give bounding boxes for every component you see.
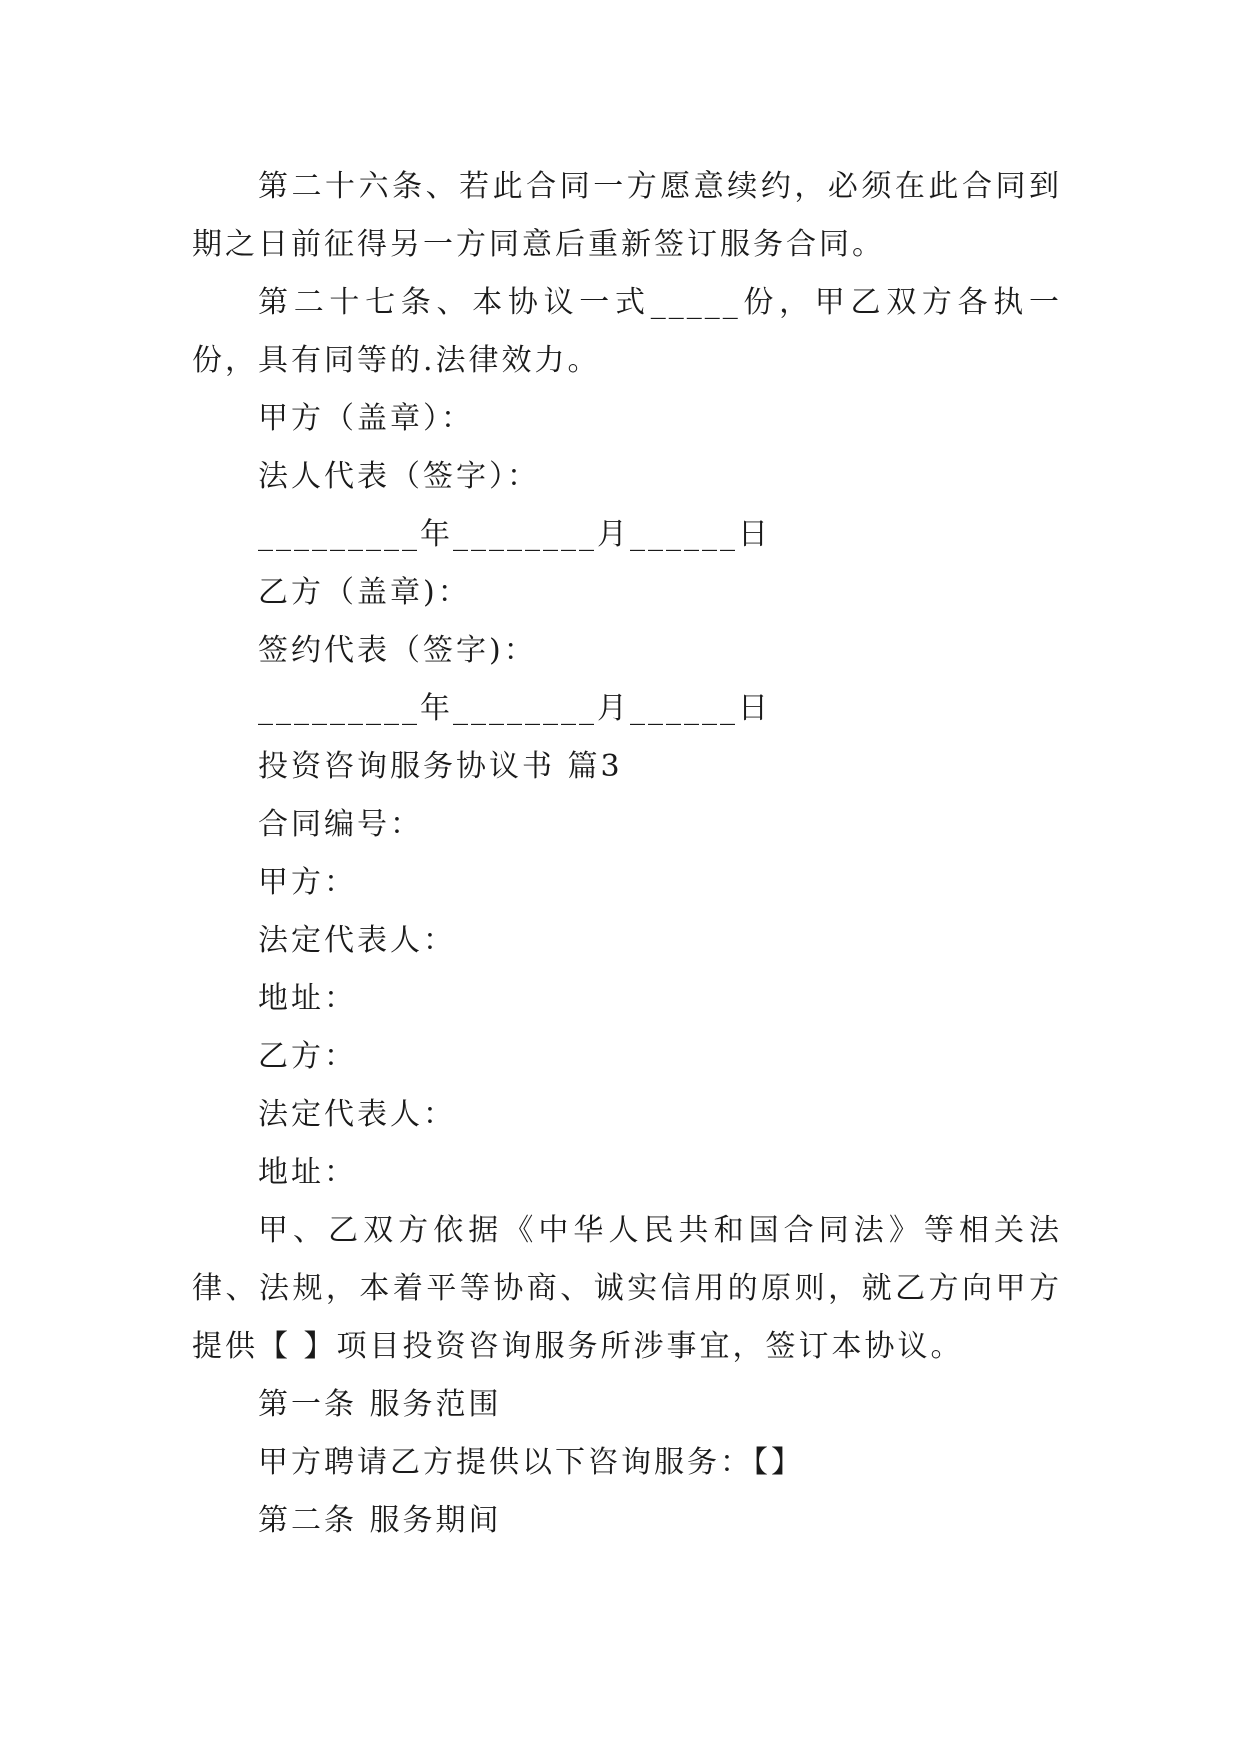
section-heading: 投资咨询服务协议书 篇3 [258,749,623,784]
article-2-heading: 第二条 服务期间 [258,1503,502,1538]
legal-rep-signature-line: 法人代表（签字）： [258,459,540,494]
party-a-date-line: _________年________月______日 [258,517,771,552]
party-a-address-line: 地址： [258,981,357,1016]
preamble-paragraph: 甲、乙双方依据《中华人民共和国合同法》等相关法律、法规，本着平等协商、诚实信用的原则，就乙方向甲方提供【 】项目投资咨询服务所涉事宜，签订本协议。 [192,1213,1062,1364]
clause-26-paragraph: 第二十六条、若此合同一方愿意续约，必须在此合同到期之日前征得另一方同意后重新签订服务合同。 [192,169,1062,262]
signing-rep-signature-line: 签约代表（签字)： [258,633,537,668]
clause-27-paragraph: 第二十七条、本协议一式_____份，甲乙双方各执一份，具有同等的.法律效力。 [192,285,1062,378]
contract-number-line: 合同编号： [258,807,423,842]
party-b-date-line: _________年________月______日 [258,691,771,726]
party-a-line: 甲方： [258,865,357,900]
party-b-legal-rep-line: 法定代表人： [258,1097,456,1132]
party-b-line: 乙方： [258,1039,357,1074]
party-a-seal-line: 甲方（盖章）： [258,401,474,436]
party-b-seal-line: 乙方（盖章)： [258,575,471,610]
article-1-body: 甲方聘请乙方提供以下咨询服务：【】 [258,1445,804,1480]
article-1-heading: 第一条 服务范围 [258,1387,502,1422]
document-body [192,158,1062,1550]
party-a-legal-rep-line: 法定代表人： [258,923,456,958]
party-b-address-line: 地址： [258,1155,357,1190]
